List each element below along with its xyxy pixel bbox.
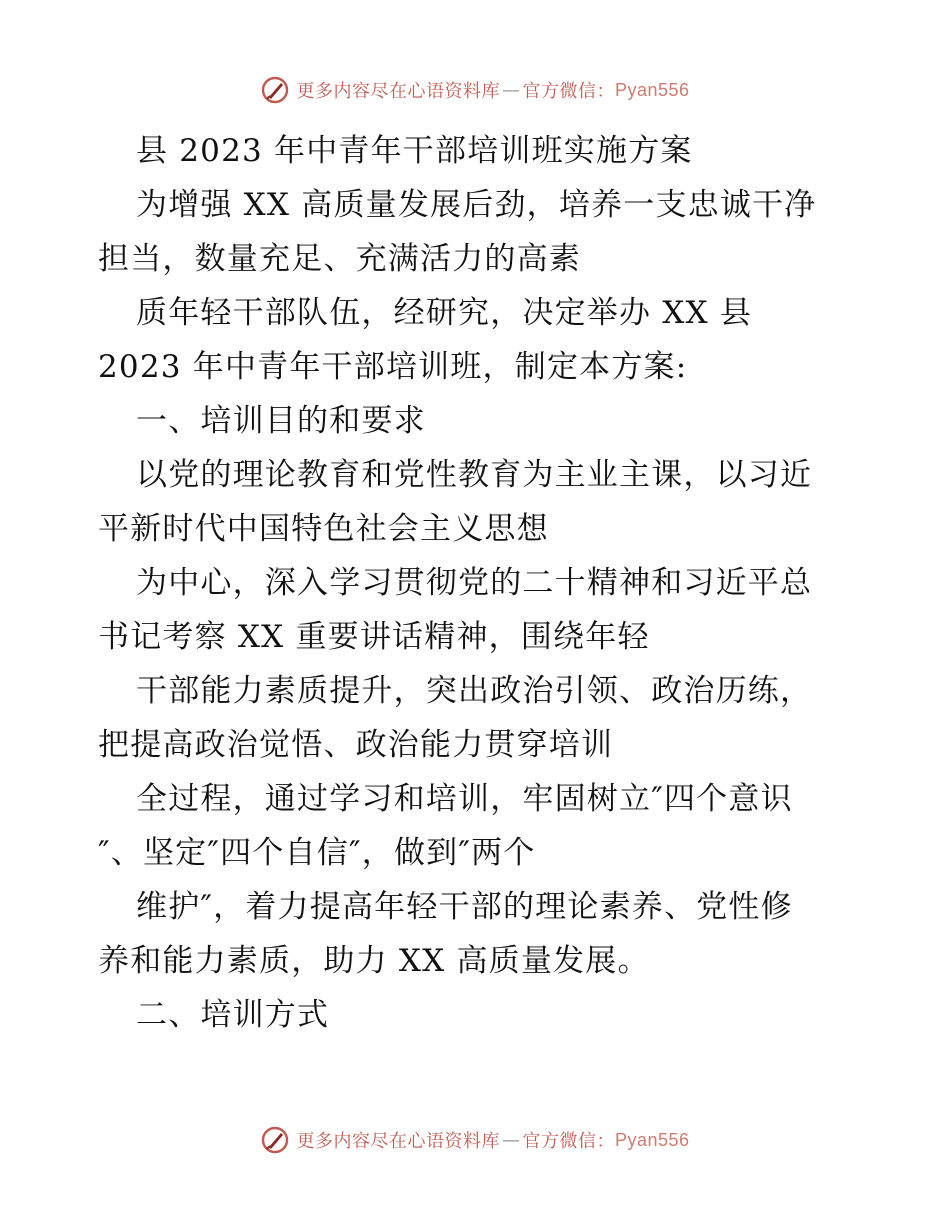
quill-pen-circle-icon — [260, 75, 290, 105]
watermark-wechat-label: 官方微信： — [522, 1131, 615, 1152]
document-line: 全过程，通过学习和培训，牢固树立″四个意识 — [136, 781, 793, 817]
footer-watermark — [0, 1120, 950, 1160]
watermark-wechat-id: Pyan556 — [614, 79, 690, 100]
header-watermark — [0, 70, 950, 110]
document-line: 维护″，着力提高年轻干部的理论素养、党性修 — [136, 889, 793, 925]
watermark-wechat-label: 官方微信： — [522, 81, 615, 102]
quill-pen-circle-icon — [260, 1125, 290, 1155]
document-line: 担当，数量充足、充满活力的高素 — [98, 241, 581, 277]
watermark-brand: 更多内容尽在心语资料库 — [296, 81, 500, 102]
document-line: 干部能力素质提升，突出政治引领、政治历练， — [136, 673, 813, 709]
document-line: 2023 年中青年干部培训班，制定本方案: — [98, 349, 688, 385]
document-line: 为中心，深入学习贯彻党的二十精神和习近平总 — [136, 565, 813, 601]
document-line: 一、培训目的和要求 — [136, 403, 426, 439]
document-line: 养和能力素质，助力 XX 高质量发展。 — [98, 943, 650, 979]
document-body — [98, 124, 858, 1042]
watermark-brand: 更多内容尽在心语资料库 — [296, 1131, 500, 1152]
document-line: 二、培训方式 — [136, 997, 330, 1033]
document-line: 为增强 XX 高质量发展后劲，培养一支忠诚干净 — [136, 187, 817, 223]
watermark-wechat-id: Pyan556 — [614, 1129, 690, 1150]
watermark-dash: — — [501, 1129, 521, 1151]
document-line: 平新时代中国特色社会主义思想 — [98, 511, 549, 547]
document-line: 质年轻干部队伍，经研究，决定举办 XX 县 — [136, 295, 753, 331]
document-line: ″、坚定″四个自信″，做到″两个 — [98, 835, 536, 871]
document-line: 县 2023 年中青年干部培训班实施方案 — [136, 133, 693, 169]
document-line: 以党的理论教育和党性教育为主业主课，以习近 — [136, 457, 813, 493]
document-line: 把提高政治觉悟、政治能力贯穿培训 — [98, 727, 614, 763]
watermark-dash: — — [501, 79, 521, 101]
document-line: 书记考察 XX 重要讲话精神，围绕年轻 — [98, 619, 650, 655]
